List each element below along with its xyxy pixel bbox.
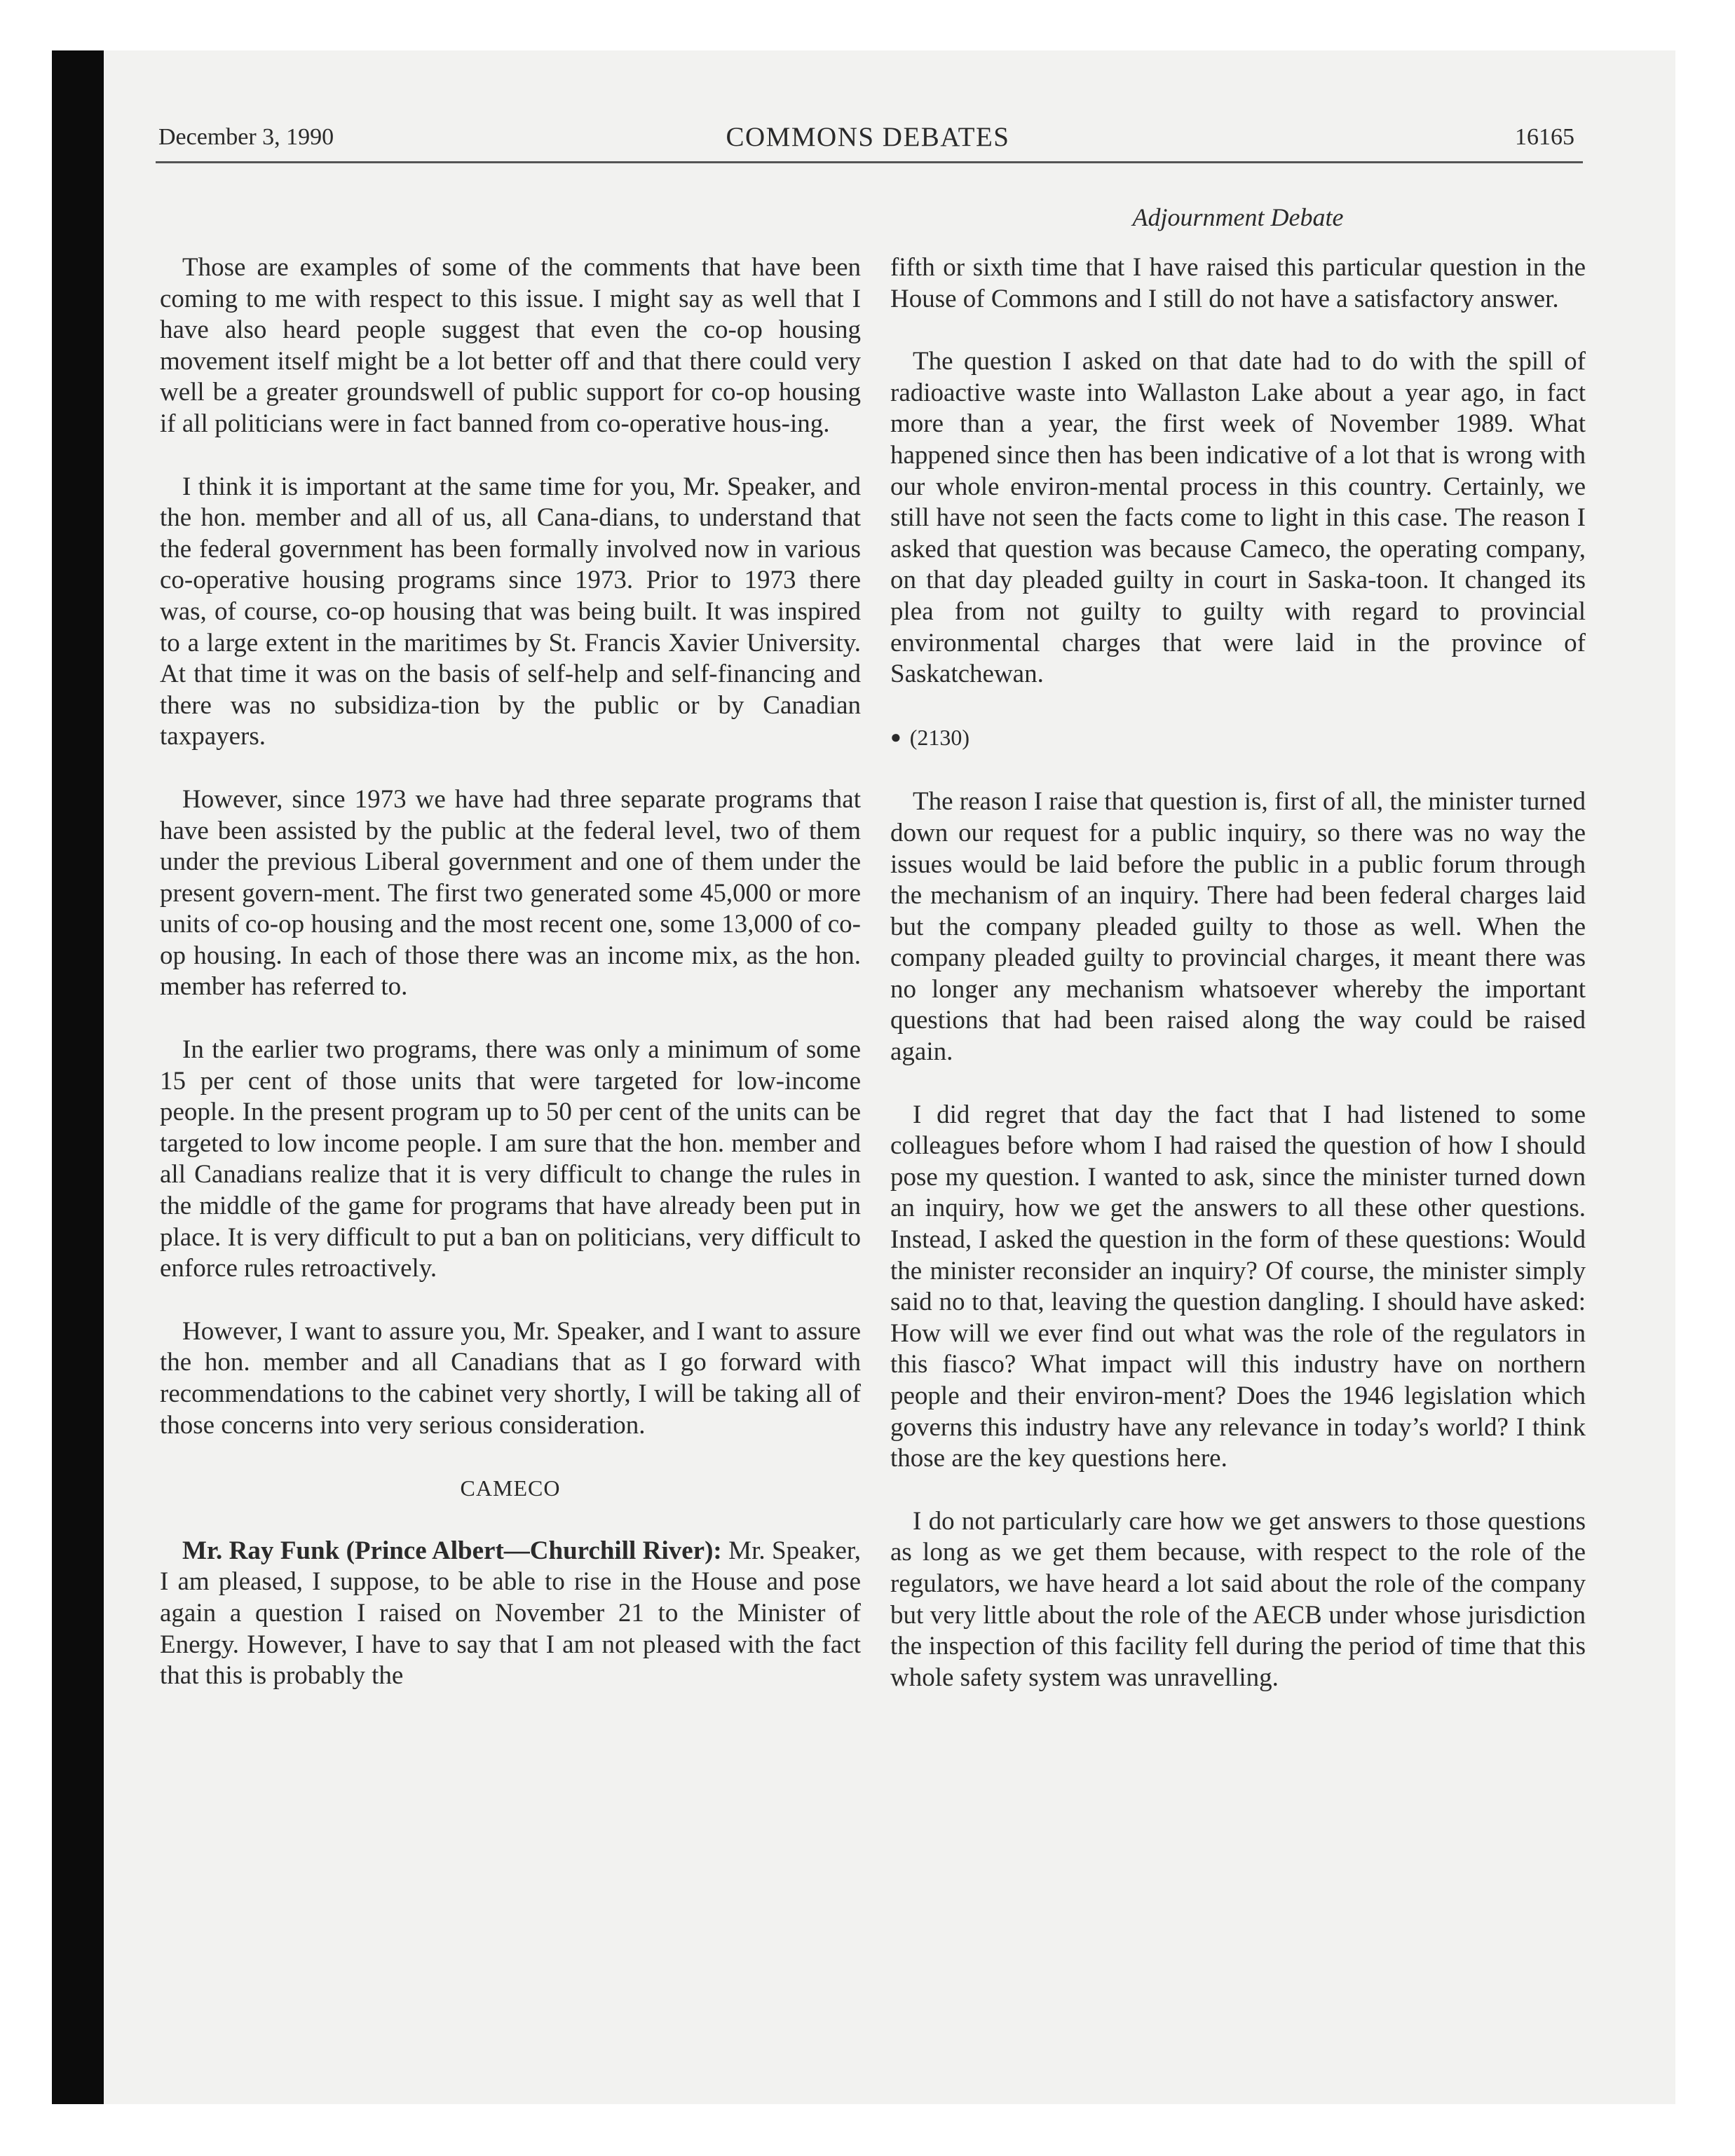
time-marker xyxy=(890,722,1586,756)
section-label: Adjournment Debate xyxy=(1132,203,1344,231)
header-title: COMMONS DEBATES xyxy=(726,122,1010,152)
speaker-paragraph xyxy=(160,1536,861,1692)
header-date: December 3, 1990 xyxy=(158,124,334,150)
left-column xyxy=(160,252,861,1724)
header-page-number: 16165 xyxy=(1515,124,1574,150)
paragraph: However, since 1973 we have had three separate programs that have been assisted by the public at the federal level, two of them under the previous Liberal government and one of them under the present govern-ment. The first two generated some 45,000 or more units of co-op housing and the most recent one, some 13,000 of co-op housing. In each of those there was an income mix, as the hon. member has referred to. xyxy=(160,784,861,1002)
page-header xyxy=(156,121,1580,160)
time-marker-text: (2130) xyxy=(909,724,970,750)
paragraph: I think it is important at the same time for you, Mr. Speaker, and the hon. member and all of us, all Cana-dians, to understand that the federal government has been formally involved now in various co-operative housing programs since 1973. Prior to 1973 there was, of course, co-op housing that was being built. It was inspired to a large extent in the maritimes by St. Francis Xavier University. At that time it was on the basis of self-help and self-financing and there was no subsidiza-tion by the public or by Canadian taxpayers. xyxy=(160,472,861,751)
paragraph: The reason I raise that question is, first of all, the minister turned down our request for a public inquiry, so there was no way the issues would be laid before the public in a public forum through the mechanism of an inquiry. There had been federal charges laid but the company pleaded guilty to those as well. When the company pleaded guilty to provincial charges, it meant there was no longer any mechanism whatsoever whereby the important questions that had been raised along the way could be raised again. xyxy=(890,787,1586,1067)
speaker-name: Mr. Ray Funk (Prince Albert—Churchill River): xyxy=(182,1536,722,1565)
paragraph: However, I want to assure you, Mr. Speaker, and I want to assure the hon. member and all Canadians that as I go forward with recommendations to the cabinet very shortly, I will be taking all of those concerns into very serious consideration. xyxy=(160,1316,861,1440)
header-rule xyxy=(156,161,1583,163)
paragraph: I do not particularly care how we get answers to those questions as long as we get them because, with respect to the role of the regulators, we have heard a lot said about the role of the company but very little about the role of the AECB under whose jurisdiction the inspection of this facility fell during the period of time that this whole safety system was unravelling. xyxy=(890,1506,1586,1692)
speaker-text: Mr. Speaker, I am pleased, I suppose, to be able to rise in the House and pose again a question I raised on November 21 to the Minister of Energy. However, I have to say that I am not pleased with the fact that this is probably the xyxy=(160,1536,861,1691)
paragraph-continuation: fifth or sixth time that I have raised this particular question in the House of Commons and I still do not have a satisfactory answer. xyxy=(890,253,1586,313)
binding-edge xyxy=(52,50,104,2104)
section-heading: CAMECO xyxy=(460,1475,561,1501)
paragraph: In the earlier two programs, there was only a minimum of some 15 per cent of those units that were targeted for low-income people. In the present program up to 50 per cent of the units can be targeted to low income people. I am sure that the hon. member and all Canadians realize that it is very difficult to change the rules in the middle of the game for programs that have already been put in place. It is very difficult to put a ban on politicians, very difficult to enforce rules retroactively. xyxy=(160,1035,861,1283)
paragraph: Those are examples of some of the comments that have been coming to me with respect to this issue. I might say as well that I have also heard people suggest that even the co-op housing movement itself might be a lot better off and that there could very well be a greater groundswell of public support for co-op housing if all politicians were in fact banned from co-operative hous-ing. xyxy=(160,253,861,438)
right-column xyxy=(890,252,1586,1725)
bullet-icon: ● xyxy=(890,726,901,747)
paragraph: The question I asked on that date had to do with the spill of radioactive waste into Wallaston Lake about a year ago, in fact more than a year, the first week of November 1989. What happened since then has been indicative of a lot that is wrong with our whole environ-mental process in this country. Certainly, we still have not seen the facts come to light in this case. The reason I asked that question was because Cameco, the operating company, on that day pleaded guilty in court in Saska-toon. It changed its plea from not guilty to guilty with regard to provincial environmental charges that were laid in the province of Saskatchewan. xyxy=(890,347,1586,689)
paragraph: I did regret that day the fact that I had listened to some colleagues before whom I had raised the question of how I should pose my question. I wanted to ask, since the minister turned down an inquiry, how we get the answers to all these other questions. Instead, I asked the question in the form of these questions: Would the minister reconsider an inquiry? Of course, the minister simply said no to that, leaving the question dangling. I should have asked: How will we ever find out what was the role of the regulators in this fiasco? What impact will this industry have on northern people and their environ-ment? Does the 1946 legislation which governs this industry have any relevance in today’s world? I think those are the key questions here. xyxy=(890,1100,1586,1473)
